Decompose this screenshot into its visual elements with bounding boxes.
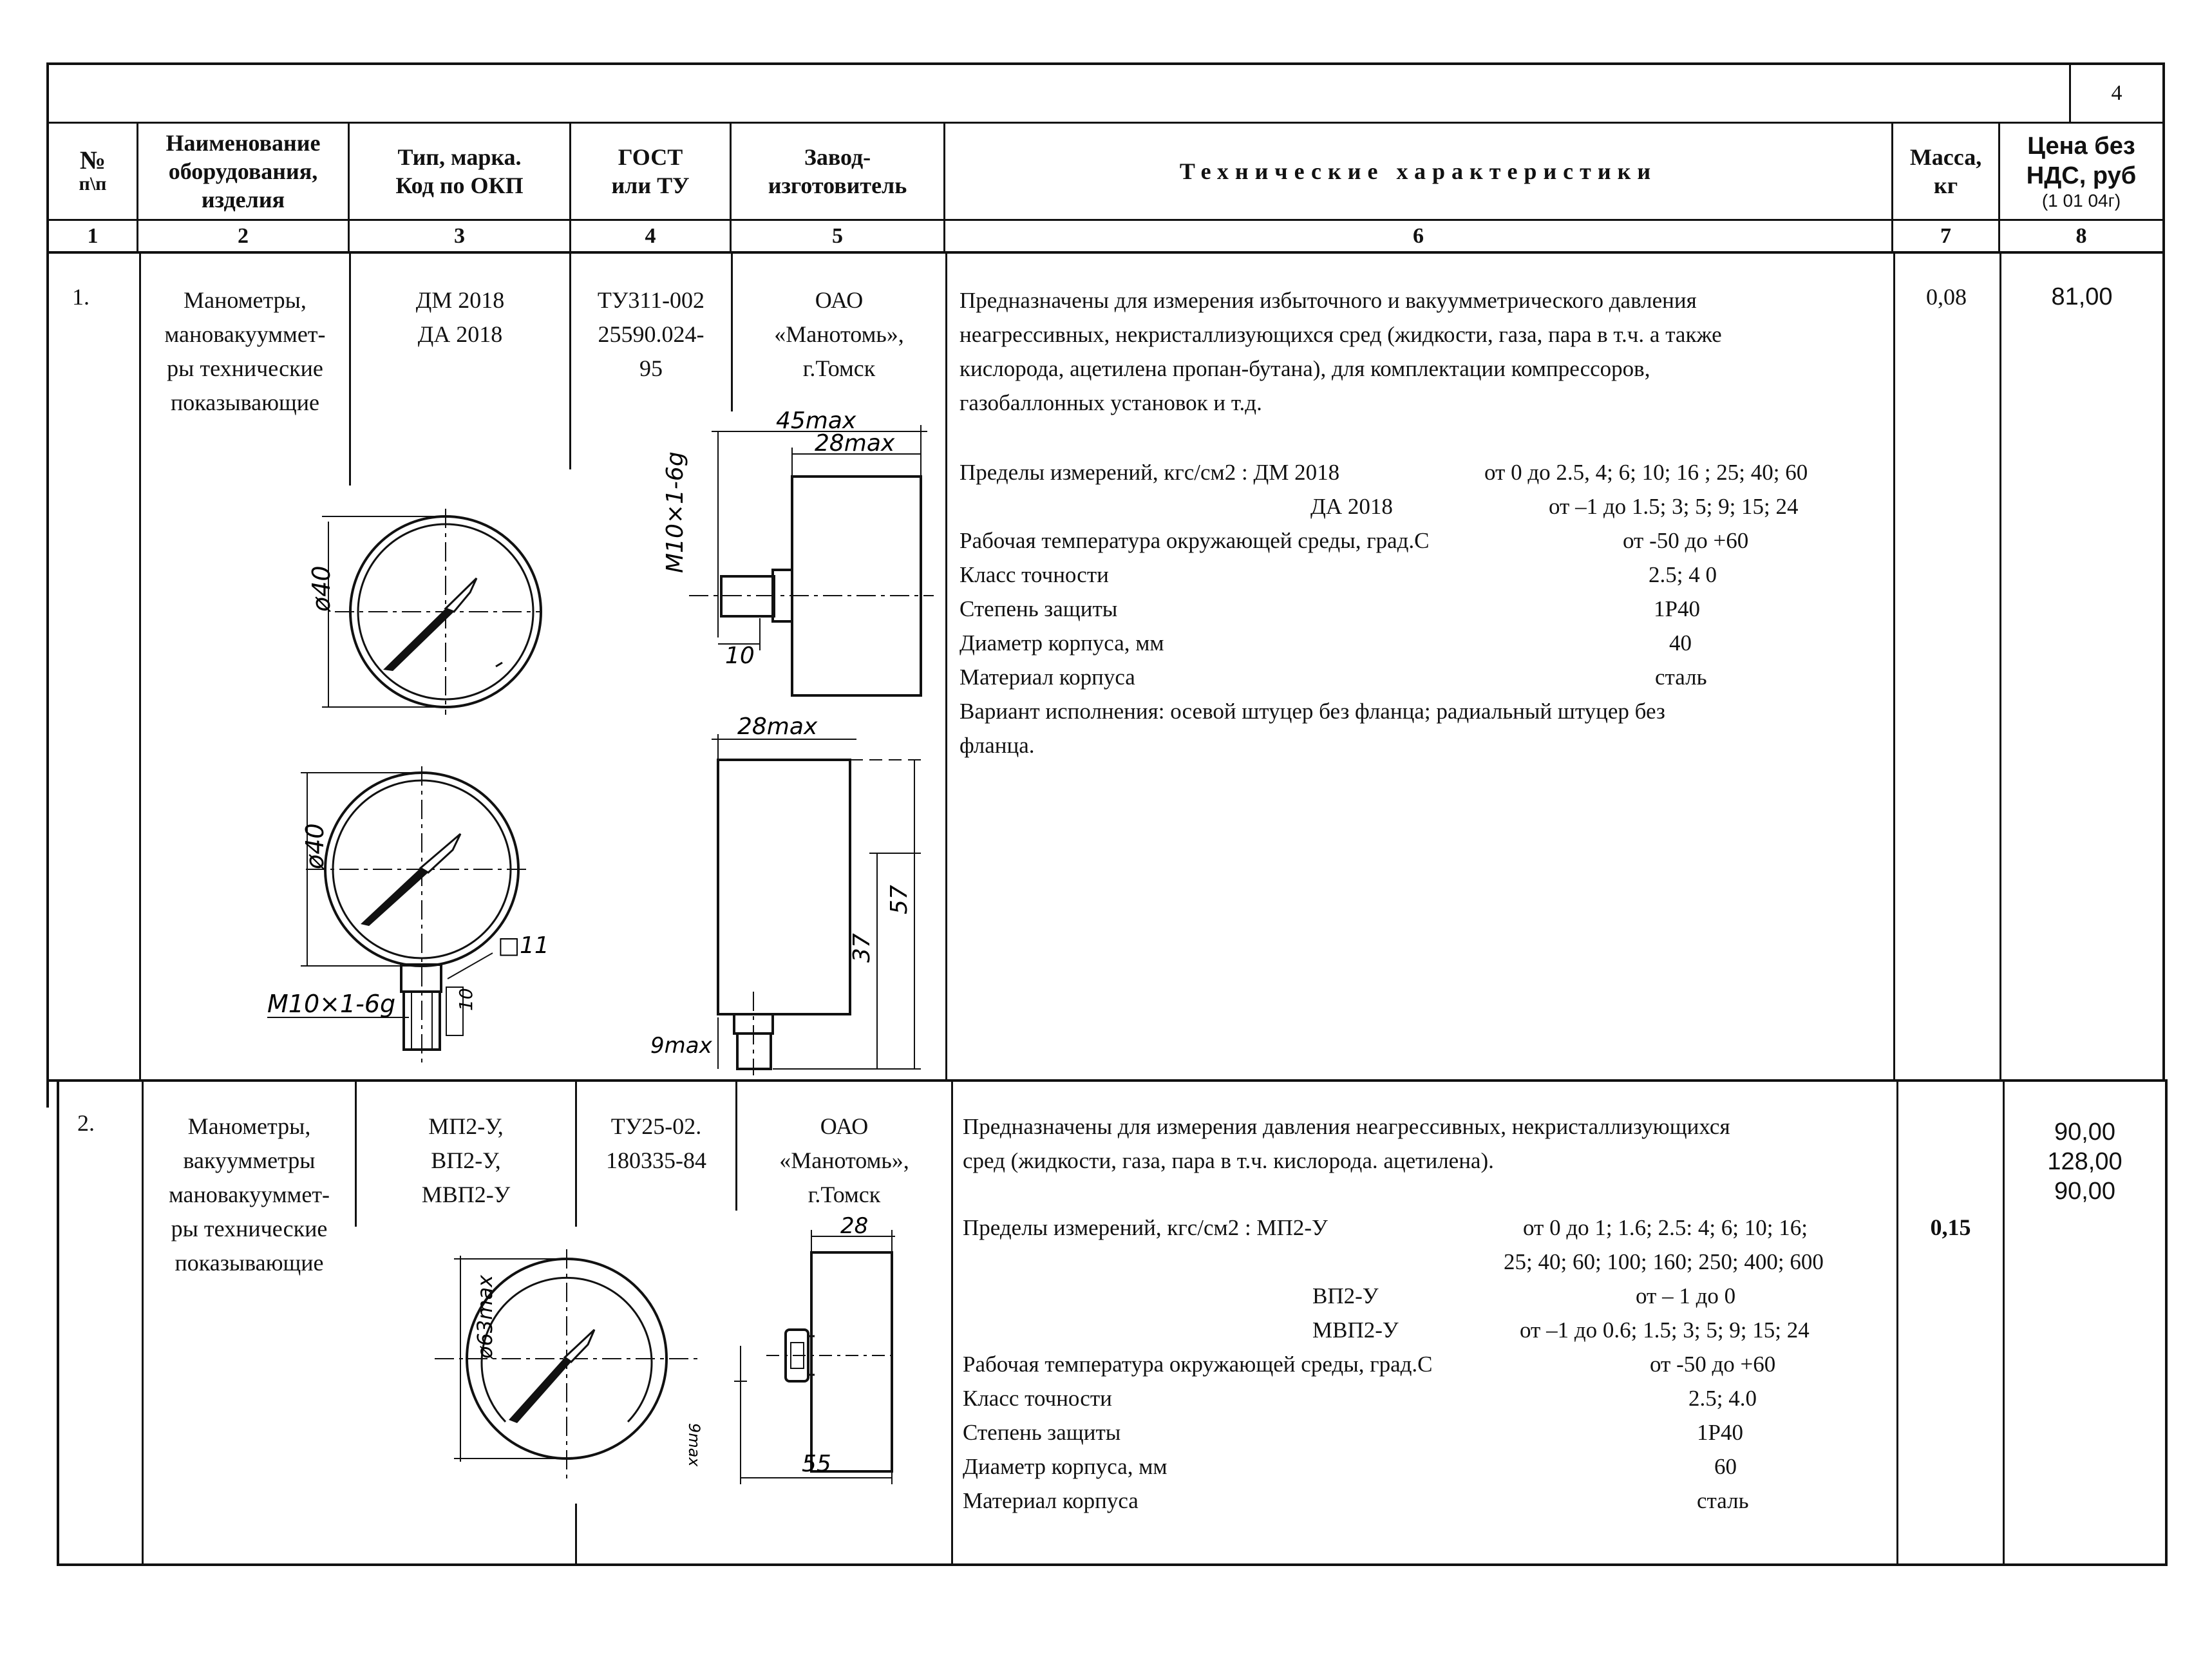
row2-class-value: 2.5; 4.0 [1688,1386,1757,1411]
table-border-right-2 [2165,1082,2168,1566]
row2-name [144,1109,355,1280]
row2-desc-line: Предназначены для измерения давления неагрессивных, некристаллизующихся [963,1114,1730,1139]
row1-dim-28: 28max [815,430,895,457]
header-name-text-line: Наименование [165,130,321,156]
row1-temp-label: Рабочая температура окружающей среды, град.С [959,528,1430,553]
row1-dim-37: 37 [849,933,875,963]
header-type-text-line: Тип, марка. [397,144,522,170]
row1-maker-line: ОАО [815,287,864,313]
row2-tu-line: 180335-84 [606,1147,706,1173]
page-number: 4 [2111,81,2122,105]
row1-name [141,283,349,420]
header-price-text-line: НДС, руб [2026,162,2137,189]
row2-name-line: Манометры, [187,1113,311,1139]
row2-prices [2005,1117,2165,1206]
row2-maker [737,1109,951,1212]
row1-diameter-label-1: ø40 [307,565,336,612]
row1-range-dm: от 0 до 2.5, 4; 6; 10; 16 ; 25; 40; 60 [1484,460,1808,485]
row2-type-line: МВП2-У [421,1182,511,1207]
row1-dim-10: 10 [725,643,755,669]
header-gost-text [611,143,689,200]
colnum-6: 6 [1413,223,1424,248]
row2-protection-value: 1Р40 [1697,1420,1743,1445]
row2-tu-line: ТУ25-02. [610,1113,702,1139]
row1-type-line: ДА 2018 [417,321,503,347]
row1-class-label: Класс точности [959,562,1109,587]
row2-type-line: МП2-У, [428,1113,504,1139]
row2-drawing-front [422,1236,705,1494]
row1-name-line: мановакууммет- [164,321,326,347]
header-maker-text [768,143,907,200]
table-border-left-2 [57,1082,59,1566]
row1-number: 1. [72,284,90,310]
row1-material-value: сталь [1655,665,1707,690]
header-maker [732,124,943,219]
row2-material-label: Материал корпуса [963,1488,1139,1513]
header-gost-text-line: или ТУ [611,173,690,198]
row1-dim-45: 45max [776,408,856,434]
header-mass-text [1910,143,1981,200]
row1-diameter-label-2: ø40 [301,823,329,869]
row2-protection-label: Степень защиты [963,1420,1121,1445]
header-mass [1893,124,1998,219]
header-name-text-line: изделия [201,187,285,212]
row1-dim-h10: 10 [455,988,477,1011]
table-border-right [2162,62,2165,1082]
row1-desc-line: неагрессивных, некристаллизующихся сред (жидкости, газа, пара в т.ч. а также [959,322,1722,347]
row1-dim-28b: 28max [737,713,818,740]
row2-description [963,1109,1890,1178]
table-border-bottom [57,1563,2168,1566]
row1-name-line: ры технические [167,355,323,381]
row1-temp-value: от -50 до +60 [1623,528,1749,553]
header-mass-text-line: кг [1933,173,1958,198]
row1-tu-line: ТУ311-002 [597,287,705,313]
row2-diameter-label: ø63max [473,1274,497,1359]
colnum-7: 7 [1940,223,1951,248]
row2-maker-line: «Манотомь», [779,1147,909,1173]
row1-tu-line: 95 [639,355,663,381]
row2-number: 2. [77,1110,95,1136]
row2-maker-line: г.Томск [808,1182,881,1207]
header-bottom-line [46,251,2165,254]
row1-drawing-side-axial [650,408,947,721]
row1-desc-line: Предназначены для измерения избыточного и вакуумметрического давления [959,288,1697,313]
row1-class-value: 2.5; 4 0 [1649,562,1717,587]
row2-material-value: сталь [1697,1488,1749,1513]
row1-name-line: Манометры, [184,287,307,313]
header-type-text [395,143,523,200]
row1-thread-1: M10×1-6g [662,451,688,573]
row2-range-mp-1: от 0 до 1; 1.6; 2.5: 4; 6; 10; 16; [1523,1215,1808,1240]
row1-dim-57: 57 [886,885,912,914]
row2-type [357,1109,575,1212]
row2-tu [577,1109,735,1178]
row2-class-label: Класс точности [963,1386,1112,1411]
row2-mass: 0,15 [1930,1214,1971,1240]
row2-mvp-label: МВП2-У [1312,1317,1399,1343]
row2-name-line: вакуумметры [183,1147,316,1173]
row1-diameter-label: Диаметр корпуса, мм [959,630,1164,656]
colnum-1: 1 [87,223,99,248]
row1-col-line-6 [1893,254,1895,1079]
row1-material-label: Материал корпуса [959,665,1135,690]
header-name-text [166,129,321,214]
row2-vp-label: ВП2-У [1312,1283,1379,1308]
row1-protection-value: 1Р40 [1654,596,1700,621]
row1-dim-9: 9max [650,1033,712,1059]
colnum-3: 3 [454,223,465,248]
header-tech-specs: Технические характеристики [1179,158,1658,184]
row1-da-label: ДА 2018 [1310,494,1393,519]
row2-range-vp: от – 1 до 0 [1636,1283,1736,1308]
header-name [138,124,348,219]
row1-square-11: □11 [498,932,549,959]
row1-tu-line: 25590.024- [598,321,704,347]
row2-drawing-side [685,1213,947,1500]
header-price-text [2027,131,2136,191]
row2-price: 90,00 [2054,1119,2116,1146]
header-type [350,124,569,219]
row1-range-da: от –1 до 1.5; 3; 5; 9; 15; 24 [1549,494,1799,519]
header-name-text-line: оборудования, [168,158,318,184]
colnum-8: 8 [2075,223,2087,248]
row1-drawing-side-radial [638,708,940,1075]
header-maker-text-line: Завод- [804,144,871,170]
row2-temp-label: Рабочая температура окружающей среды, град.С [963,1352,1433,1377]
row1-drawing-front-axial [277,502,547,721]
colnum-5: 5 [832,223,843,248]
header-gost-text-line: ГОСТ [618,144,683,170]
row1-protection-label: Степень защиты [959,596,1118,621]
header-price-text-line: Цена без [2027,133,2135,160]
row1-maker-line: г.Томск [802,355,876,381]
row1-range-label: Пределы измерений, кгс/см2 : ДМ 2018 [959,460,1340,485]
row2-col-line-5 [951,1082,953,1563]
row2-range-label: Пределы измерений, кгс/см2 : МП2-У [963,1215,1328,1240]
table-border-top [46,62,2165,65]
row-separator [46,1079,2168,1082]
row1-name-line: показывающие [171,390,319,415]
header-mass-text-line: Масса, [1909,144,1982,170]
header-price [2000,124,2162,219]
row2-type-line: ВП2-У, [431,1147,501,1173]
row1-type-line: ДМ 2018 [415,287,505,313]
row2-dim-28: 28 [840,1213,869,1239]
header-maker-text-line: изготовитель [768,173,907,198]
header-price-date: (1 01 04г) [2041,191,2121,211]
row2-maker-line: ОАО [820,1113,869,1139]
header-type-text-line: Код по ОКП [395,173,524,198]
row2-dim-9: 9max [685,1423,703,1467]
row1-description [959,283,1887,420]
row2-desc-line: сред (жидкости, газа, пара в т.ч. кислорода. ацетилена). [963,1148,1494,1173]
row1-tu [571,283,731,386]
row1-diameter-value: 40 [1669,630,1692,656]
row2-price: 128,00 [2047,1148,2122,1175]
header-gost [571,124,730,219]
row2-dim-55: 55 [802,1451,831,1477]
row2-name-line: показывающие [175,1250,324,1276]
row2-range-mp-2: 25; 40; 60; 100; 160; 250; 400; 600 [1504,1249,1824,1274]
row1-thread-2: M10×1-6g [267,990,396,1018]
row2-temp-value: от -50 до +60 [1650,1352,1776,1377]
row1-maker-line: «Манотомь», [774,321,904,347]
row1-drawing-front-radial [254,760,576,1075]
row1-desc-line: газобаллонных установок и т.д. [959,390,1262,415]
row1-col-line-7 [1999,254,2001,1079]
row1-maker [733,283,945,386]
row2-name-line: ры технические [171,1216,328,1241]
colnum-2: 2 [238,223,249,248]
row2-range-mvp: от –1 до 0.6; 1.5; 3; 5; 9; 15; 24 [1520,1317,1810,1343]
row1-price: 81,00 [2051,283,2113,310]
row1-mass: 0,08 [1926,284,1967,310]
header-number: № п\п [79,146,107,194]
row2-diameter-value: 60 [1714,1454,1737,1479]
row1-variant-line2: фланца. [959,733,1035,758]
row1-type [351,283,569,352]
row2-price: 90,00 [2054,1178,2116,1205]
row2-name-line: мановакууммет- [168,1182,330,1207]
colnum-4: 4 [645,223,656,248]
row1-desc-line: кислорода, ацетилена пропан-бутана), для комплектации компрессоров, [959,356,1650,381]
row2-diameter-label: Диаметр корпуса, мм [963,1454,1167,1479]
row2-col-line-6 [1896,1082,1898,1563]
row2-col-line-3b [575,1504,577,1563]
row1-variant-line1: Вариант исполнения: осевой штуцер без фланца; радиальный штуцер без [959,699,1665,724]
